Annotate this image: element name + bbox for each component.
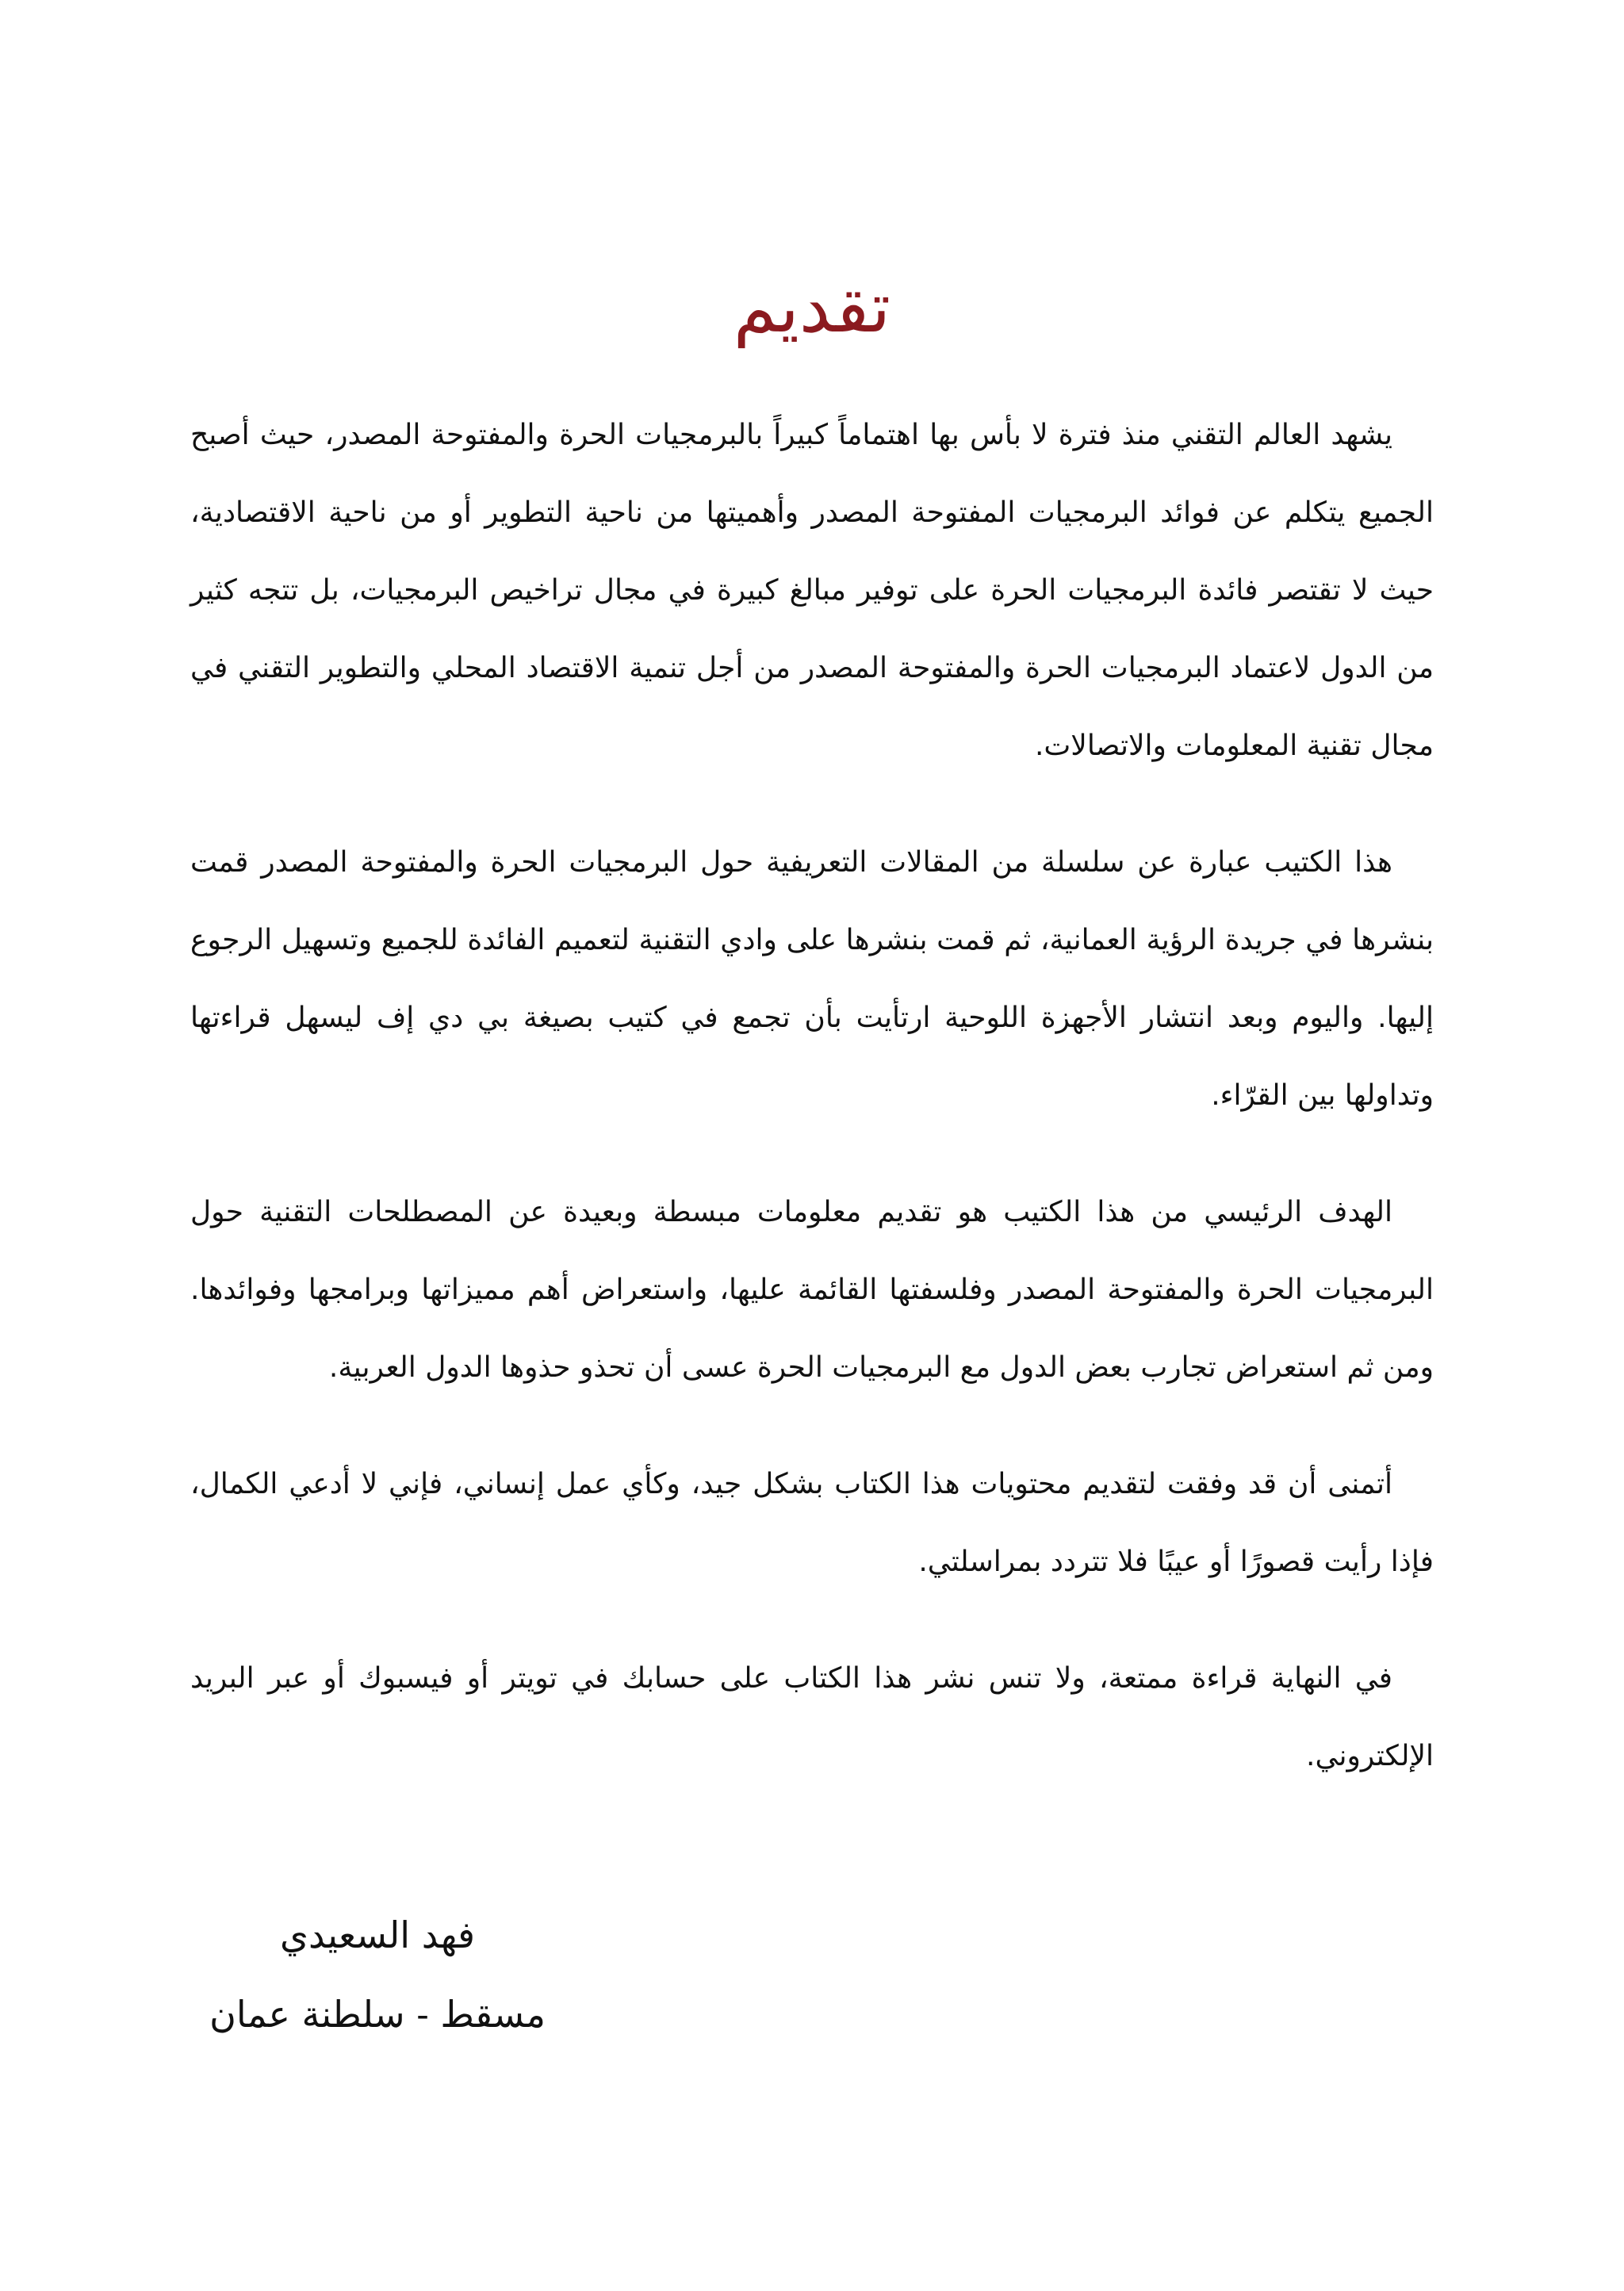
page-title: تقديم [733, 266, 891, 348]
paragraph: هذا الكتيب عبارة عن سلسلة من المقالات التعريفية حول البرمجيات الحرة والمفتوحة المصدر قمت بنشرها في جريدة الرؤية العمانية، ثم قمت بنشرها على وادي التقنية لتعميم الفائدة للجميع وتسهيل الرجوع إليها. واليوم وبعد انتشار الأجهزة اللوحية ارتأيت بأن تجمع في كتيب بصيغة بي دي إف ليسهل قراءتها وتداولها بين القرّاء. [190, 846, 1434, 1112]
paragraph: يشهد العالم التقني منذ فترة لا بأس بها اهتماماً كبيراً بالبرمجيات الحرة والمفتوحة المصدر، حيث أصبح الجميع يتكلم عن فوائد البرمجيات المفتوحة المصدر وأهميتها من ناحية التطوير أو من ناحية الاقتصادية، حيث لا تقتصر فائدة البرمجيات الحرة على توفير مبالغ كبيرة في مجال تراخيص البرمجيات، بل تتجه كثير من الدول لاعتماد البرمجيات الحرة والمفتوحة المصدر من أجل تنمية الاقتصاد المحلي والتطوير التقني في مجال تقنية المعلومات والاتصالات. [190, 419, 1434, 762]
signature-block [209, 1895, 546, 2054]
author-location: مسقط - سلطنة عمان [209, 1993, 546, 2036]
body-text [190, 397, 1434, 1834]
author-name: فهد السعيدي [280, 1914, 476, 1956]
paragraph: الهدف الرئيسي من هذا الكتيب هو تقديم معلومات مبسطة وبعيدة عن المصطلحات التقنية حول البرمجيات الحرة والمفتوحة المصدر وفلسفتها القائمة عليها، واستعراض أهم مميزاتها وبرامجها وفوائدها. ومن ثم استعراض تجارب بعض الدول مع البرمجيات الحرة عسى أن تحذو حذوها الدول العربية. [190, 1196, 1434, 1384]
paragraph: في النهاية قراءة ممتعة، ولا تنس نشر هذا الكتاب على حسابك في تويتر أو فيسبوك أو عبر البريد الإلكتروني. [190, 1662, 1434, 1772]
paragraph: أتمنى أن قد وفقت لتقديم محتويات هذا الكتاب بشكل جيد، وكأي عمل إنساني، فإني لا أدعي الكمال، فإذا رأيت قصورًا أو عيبًا فلا تتردد بمراسلتي. [190, 1468, 1434, 1578]
